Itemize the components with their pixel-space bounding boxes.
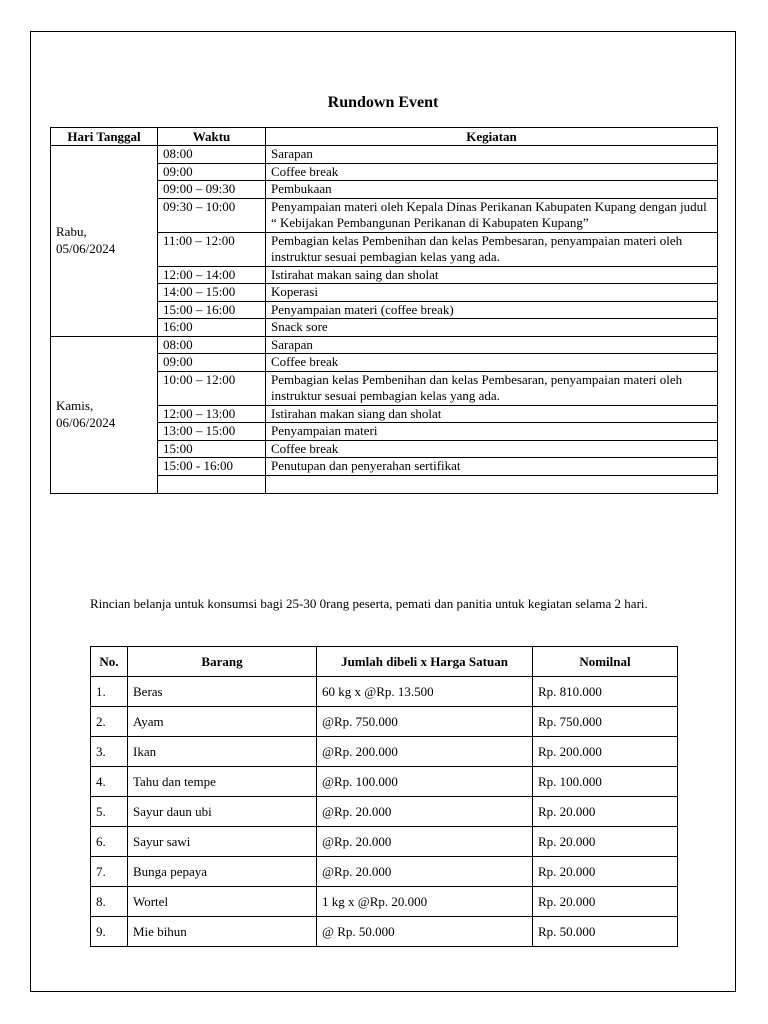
nominal-cell: Rp. 50.000	[533, 917, 678, 947]
no-cell: 6.	[91, 827, 128, 857]
shopping-row	[91, 737, 678, 767]
no-cell: 4.	[91, 767, 128, 797]
activity-cell: Sarapan	[266, 336, 718, 354]
time-cell	[158, 475, 266, 493]
shopping-row	[91, 827, 678, 857]
rundown-row	[51, 146, 718, 164]
nominal-cell: Rp. 810.000	[533, 677, 678, 707]
time-cell: 15:00	[158, 440, 266, 458]
header-nominal: Nomilnal	[533, 647, 678, 677]
day-cell: Rabu, 05/06/2024	[51, 146, 158, 337]
shopping-table	[90, 646, 678, 947]
activity-cell: Penyampaian materi (coffee break)	[266, 301, 718, 319]
header-barang: Barang	[128, 647, 317, 677]
rundown-header-row	[51, 128, 718, 146]
shopping-row	[91, 707, 678, 737]
time-cell: 15:00 – 16:00	[158, 301, 266, 319]
quantity-price-cell: @Rp. 20.000	[317, 857, 533, 887]
nominal-cell: Rp. 20.000	[533, 827, 678, 857]
quantity-price-cell: @Rp. 750.000	[317, 707, 533, 737]
header-no: No.	[91, 647, 128, 677]
quantity-price-cell: @Rp. 20.000	[317, 827, 533, 857]
shopping-row	[91, 917, 678, 947]
nominal-cell: Rp. 750.000	[533, 707, 678, 737]
header-jumlah: Jumlah dibeli x Harga Satuan	[317, 647, 533, 677]
item-cell: Beras	[128, 677, 317, 707]
shopping-header-row	[91, 647, 678, 677]
nominal-cell: Rp. 200.000	[533, 737, 678, 767]
shopping-row	[91, 857, 678, 887]
time-cell: 10:00 – 12:00	[158, 371, 266, 405]
header-kegiatan: Kegiatan	[266, 128, 718, 146]
no-cell: 9.	[91, 917, 128, 947]
time-cell: 09:30 – 10:00	[158, 198, 266, 232]
time-cell: 09:00 – 09:30	[158, 181, 266, 199]
day-cell: Kamis, 06/06/2024	[51, 336, 158, 493]
quantity-price-cell: @Rp. 100.000	[317, 767, 533, 797]
time-cell: 09:00	[158, 354, 266, 372]
no-cell: 8.	[91, 887, 128, 917]
no-cell: 5.	[91, 797, 128, 827]
item-cell: Ikan	[128, 737, 317, 767]
activity-cell: Istirahat makan saing dan sholat	[266, 266, 718, 284]
time-cell: 16:00	[158, 319, 266, 337]
time-cell: 11:00 – 12:00	[158, 232, 266, 266]
shopping-intro: Rincian belanja untuk konsumsi bagi 25-30 0rang peserta, pemati dan panitia untuk kegiatan selama 2 hari.	[90, 596, 648, 611]
time-cell: 08:00	[158, 146, 266, 164]
nominal-cell: Rp. 20.000	[533, 797, 678, 827]
time-cell: 15:00 - 16:00	[158, 458, 266, 476]
no-cell: 7.	[91, 857, 128, 887]
item-cell: Mie bihun	[128, 917, 317, 947]
rundown-table	[50, 127, 718, 494]
time-cell: 13:00 – 15:00	[158, 423, 266, 441]
item-cell: Bunga pepaya	[128, 857, 317, 887]
no-cell: 1.	[91, 677, 128, 707]
activity-cell: Coffee break	[266, 354, 718, 372]
document-page	[30, 31, 736, 992]
activity-cell	[266, 475, 718, 493]
activity-cell: Istirahan makan siang dan sholat	[266, 405, 718, 423]
item-cell: Tahu dan tempe	[128, 767, 317, 797]
shopping-row	[91, 797, 678, 827]
activity-cell: Coffee break	[266, 440, 718, 458]
activity-cell: Penyampaian materi	[266, 423, 718, 441]
page-title: Rundown Event	[327, 94, 439, 111]
activity-cell: Penyampaian materi oleh Kepala Dinas Perikanan Kabupaten Kupang dengan judul “ Kebijakan Pembangunan Perikanan di Kabupaten Kupang”	[266, 198, 718, 232]
quantity-price-cell: @ Rp. 50.000	[317, 917, 533, 947]
nominal-cell: Rp. 20.000	[533, 887, 678, 917]
activity-cell: Snack sore	[266, 319, 718, 337]
activity-cell: Pembagian kelas Pembenihan dan kelas Pembesaran, penyampaian materi oleh instruktur sesuai pembagian kelas yang ada.	[266, 232, 718, 266]
header-hari-tanggal: Hari Tanggal	[51, 128, 158, 146]
rundown-row	[51, 336, 718, 354]
activity-cell: Pembukaan	[266, 181, 718, 199]
activity-cell: Penutupan dan penyerahan sertifikat	[266, 458, 718, 476]
shopping-row	[91, 677, 678, 707]
time-cell: 12:00 – 14:00	[158, 266, 266, 284]
time-cell: 09:00	[158, 163, 266, 181]
activity-cell: Pembagian kelas Pembenihan dan kelas Pembesaran, penyampaian materi oleh instruktur sesuai pembagian kelas yang ada.	[266, 371, 718, 405]
item-cell: Ayam	[128, 707, 317, 737]
shopping-row	[91, 887, 678, 917]
shopping-row	[91, 767, 678, 797]
nominal-cell: Rp. 20.000	[533, 857, 678, 887]
quantity-price-cell: @Rp. 20.000	[317, 797, 533, 827]
item-cell: Sayur sawi	[128, 827, 317, 857]
activity-cell: Koperasi	[266, 284, 718, 302]
time-cell: 08:00	[158, 336, 266, 354]
quantity-price-cell: 1 kg x @Rp. 20.000	[317, 887, 533, 917]
activity-cell: Coffee break	[266, 163, 718, 181]
item-cell: Wortel	[128, 887, 317, 917]
no-cell: 2.	[91, 707, 128, 737]
quantity-price-cell: 60 kg x @Rp. 13.500	[317, 677, 533, 707]
nominal-cell: Rp. 100.000	[533, 767, 678, 797]
item-cell: Sayur daun ubi	[128, 797, 317, 827]
header-waktu: Waktu	[158, 128, 266, 146]
activity-cell: Sarapan	[266, 146, 718, 164]
time-cell: 12:00 – 13:00	[158, 405, 266, 423]
time-cell: 14:00 – 15:00	[158, 284, 266, 302]
quantity-price-cell: @Rp. 200.000	[317, 737, 533, 767]
no-cell: 3.	[91, 737, 128, 767]
